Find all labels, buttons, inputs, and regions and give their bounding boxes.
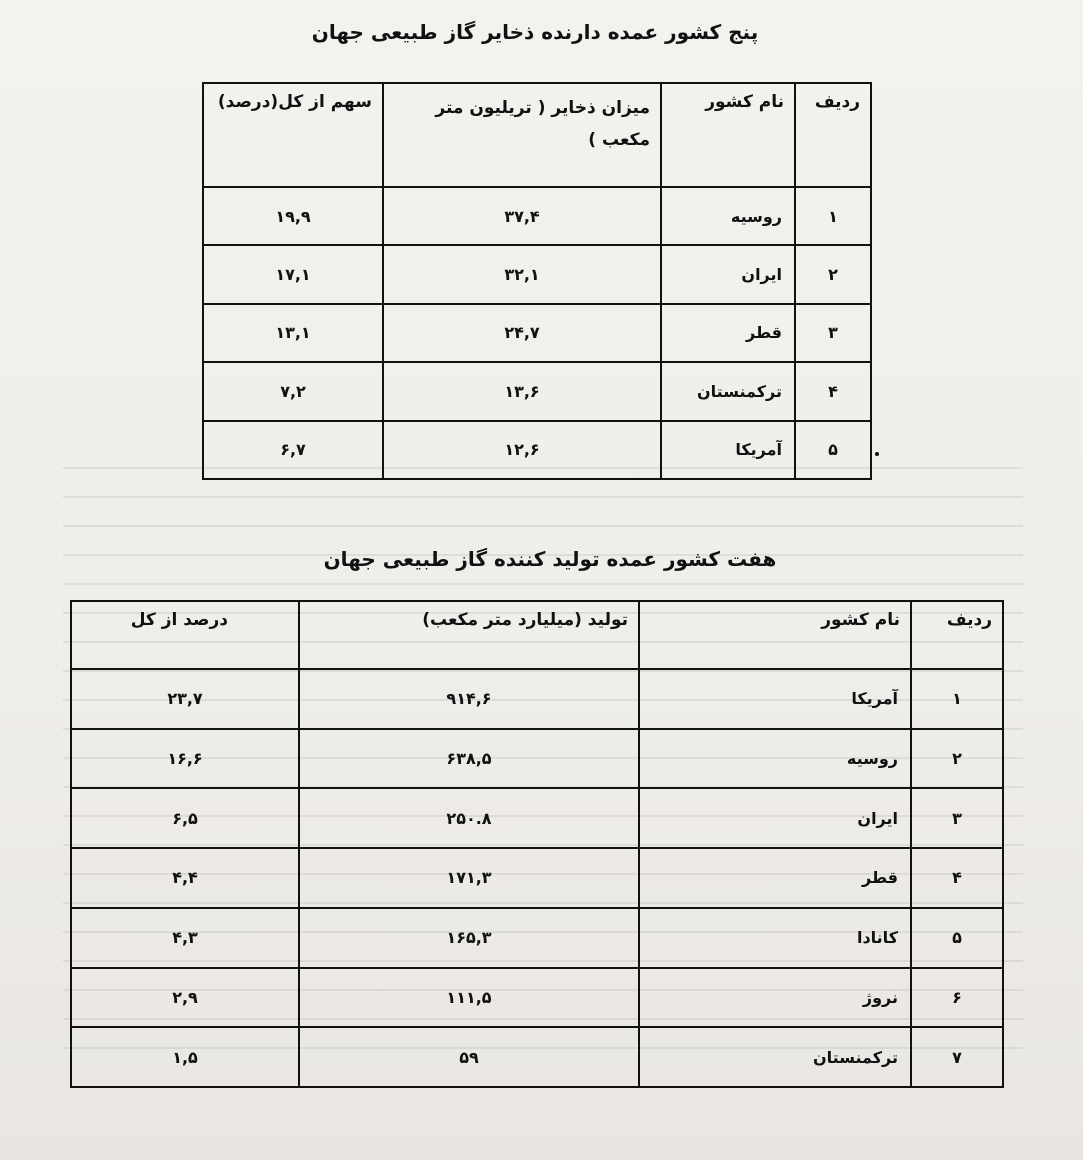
row-share: ۷,۲ xyxy=(203,362,383,420)
row-share: ۱۷,۱ xyxy=(203,245,383,303)
row-production: ۱۷۱,۳ xyxy=(299,848,639,908)
row-index: ۵ xyxy=(911,908,1003,968)
row-production: ۱۶۵,۳ xyxy=(299,908,639,968)
header-percent: درصد از کل xyxy=(71,601,299,669)
row-index: ۴ xyxy=(911,848,1003,908)
row-reserves: ۱۲,۶ xyxy=(383,421,661,479)
row-country: آمریکا xyxy=(661,421,795,479)
row-index: ۳ xyxy=(795,304,871,362)
row-share: ۱۳,۱ xyxy=(203,304,383,362)
row-percent: ۱۶,۶ xyxy=(71,729,299,789)
row-index: ۵ xyxy=(795,421,871,479)
row-percent: ۴,۴ xyxy=(71,848,299,908)
stray-dot xyxy=(875,452,879,456)
table1-title: پنج کشور عمده دارنده ذخایر گاز طبیعی جهان xyxy=(311,20,759,44)
row-index: ۴ xyxy=(795,362,871,420)
row-production: ۱۱۱,۵ xyxy=(299,968,639,1028)
row-share: ۶,۷ xyxy=(203,421,383,479)
table-row xyxy=(71,848,1003,908)
table-row xyxy=(203,187,871,245)
table-row xyxy=(71,669,1003,729)
row-country: روسیه xyxy=(639,729,911,789)
row-percent: ۲,۹ xyxy=(71,968,299,1028)
table-row xyxy=(203,245,871,303)
row-index: ۲ xyxy=(795,245,871,303)
row-country: قطر xyxy=(639,848,911,908)
row-index: ۶ xyxy=(911,968,1003,1028)
row-percent: ۶,۵ xyxy=(71,788,299,848)
row-production: ۹۱۴,۶ xyxy=(299,669,639,729)
row-index: ۱ xyxy=(911,669,1003,729)
gas-production-table xyxy=(70,600,1004,1088)
table-row xyxy=(203,421,871,479)
row-country: قطر xyxy=(661,304,795,362)
row-reserves: ۱۳,۶ xyxy=(383,362,661,420)
row-index: ۳ xyxy=(911,788,1003,848)
row-index: ۱ xyxy=(795,187,871,245)
table-row xyxy=(71,788,1003,848)
row-production: ۵۹ xyxy=(299,1027,639,1087)
row-production: ۶۳۸,۵ xyxy=(299,729,639,789)
row-percent: ۲۳,۷ xyxy=(71,669,299,729)
row-production: ۲۵۰.۸ xyxy=(299,788,639,848)
table-row xyxy=(71,1027,1003,1087)
table-row xyxy=(71,968,1003,1028)
header-production: تولید (میلیارد متر مکعب) xyxy=(299,601,639,669)
table-row xyxy=(203,304,871,362)
row-country: ترکمنستان xyxy=(639,1027,911,1087)
row-index: ۷ xyxy=(911,1027,1003,1087)
row-country: کانادا xyxy=(639,908,911,968)
header-country: نام کشور xyxy=(661,83,795,187)
table-row xyxy=(71,729,1003,789)
gas-reserves-table xyxy=(202,82,872,480)
row-country: ایران xyxy=(661,245,795,303)
header-share: سهم از کل(درصد) xyxy=(203,83,383,187)
header-reserves: میزان ذخایر ( تریلیون متر مکعب ) xyxy=(383,83,661,187)
header-index: ردیف xyxy=(911,601,1003,669)
row-reserves: ۳۲,۱ xyxy=(383,245,661,303)
row-index: ۲ xyxy=(911,729,1003,789)
row-country: ترکمنستان xyxy=(661,362,795,420)
table-row xyxy=(203,362,871,420)
header-country: نام کشور xyxy=(639,601,911,669)
table2-title: هفت کشور عمده تولید کننده گاز طبیعی جهان xyxy=(323,547,777,571)
row-share: ۱۹,۹ xyxy=(203,187,383,245)
row-reserves: ۲۴,۷ xyxy=(383,304,661,362)
row-country: روسیه xyxy=(661,187,795,245)
row-reserves: ۳۷,۴ xyxy=(383,187,661,245)
row-country: ایران xyxy=(639,788,911,848)
row-percent: ۴,۳ xyxy=(71,908,299,968)
header-index: ردیف xyxy=(795,83,871,187)
row-country: نروژ xyxy=(639,968,911,1028)
table-row xyxy=(71,908,1003,968)
row-country: آمریکا xyxy=(639,669,911,729)
table-header-row xyxy=(203,83,871,187)
row-percent: ۱,۵ xyxy=(71,1027,299,1087)
table-header-row xyxy=(71,601,1003,669)
